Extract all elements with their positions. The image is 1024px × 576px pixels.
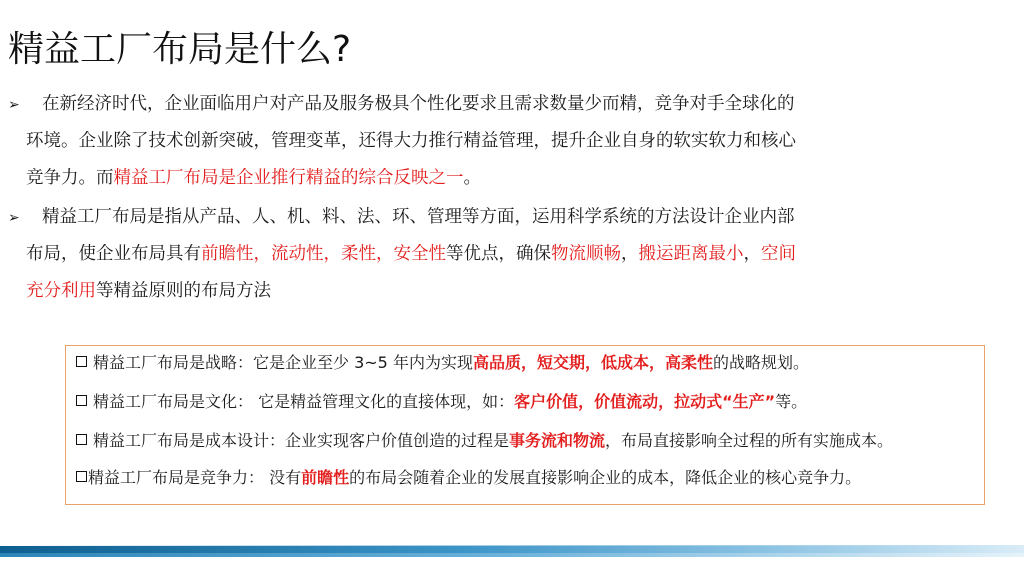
highlight-text: 前瞻性，流动性，柔性，安全性	[201, 244, 446, 264]
text: ，	[621, 244, 639, 264]
highlight-text: 充分利用	[26, 281, 96, 301]
summary-box	[65, 345, 985, 505]
highlight-text: 物流顺畅	[551, 244, 621, 264]
highlight-text: 高品质，短交期，低成本，高柔性	[472, 353, 713, 372]
paragraph-line: 环境。企业除了技术创新突破，管理变革，还得大力推行精益管理，提升企业自身的软实软力和核心	[26, 131, 796, 151]
highlight-text: 精益工厂布局是企业推行精益的综合反映之一	[113, 168, 464, 188]
text: ，	[743, 244, 761, 264]
text: 等优点，确保	[446, 244, 551, 264]
text: 等。	[775, 392, 808, 411]
text: 布局，使企业布局具有	[26, 244, 201, 264]
highlight-text: 空间	[761, 244, 796, 264]
highlight-text: 搬运距离最小	[638, 244, 744, 264]
paragraph-line	[8, 273, 888, 310]
square-bullet-icon	[76, 434, 87, 445]
box-item	[76, 392, 807, 412]
text: 精益工厂布局是文化： 它是精益管理文化的直接体现，如：	[93, 392, 515, 411]
highlight-text: 客户价值，价值流动，拉动式“生产”	[514, 392, 776, 411]
square-bullet-icon	[76, 395, 87, 406]
text: 。	[463, 168, 481, 188]
text: 竞争力。而	[26, 168, 114, 188]
page-title: 精益工厂布局是什么?	[8, 29, 352, 70]
box-item	[76, 353, 809, 373]
text: 精益工厂布局是指从产品、人、机、料、法、环、管理等方面，运用科学系统的方法设计企业内部	[42, 207, 795, 227]
highlight-text: 前瞻性	[301, 468, 350, 487]
box-item	[76, 431, 893, 451]
text: 等精益原则的布局方法	[96, 281, 271, 301]
paragraph-line	[8, 86, 888, 123]
paragraph-2	[8, 199, 888, 310]
paragraph-line	[8, 199, 888, 236]
square-bullet-icon	[76, 356, 87, 367]
arrow-bullet-icon: ➢	[8, 210, 20, 226]
paragraph-line	[8, 236, 888, 273]
square-bullet-icon	[76, 471, 87, 482]
paragraph-1	[8, 86, 888, 197]
highlight-text: 事务流和物流	[509, 431, 606, 450]
arrow-bullet-icon: ➢	[8, 97, 20, 113]
text: 的布局会随着企业的发展直接影响企业的成本，降低企业的核心竞争力。	[349, 468, 862, 487]
text: 在新经济时代，企业面临用户对产品及服务极具个性化要求且需求数量少而精，竞争对手全球化的	[42, 94, 795, 114]
text: 的战略规划。	[712, 353, 809, 372]
text: 精益工厂布局是竞争力： 没有	[88, 468, 302, 487]
text: 精益工厂布局是战略：它是企业至少 3~5 年内为实现	[93, 353, 473, 372]
text: ，布局直接影响全过程的所有实施成本。	[605, 431, 894, 450]
box-item	[76, 468, 861, 488]
footer-decoration-line	[0, 553, 1024, 557]
paragraph-line	[8, 160, 888, 197]
text: 精益工厂布局是成本设计：企业实现客户价值创造的过程是	[93, 431, 510, 450]
